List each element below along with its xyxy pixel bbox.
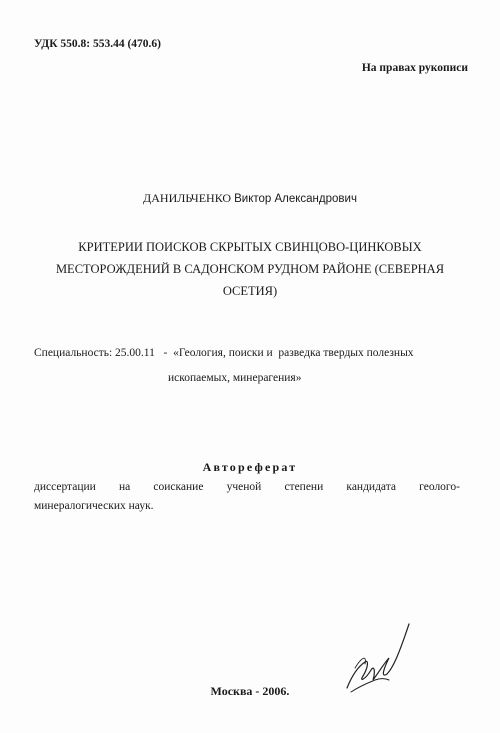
dissertation-word: степени	[284, 481, 324, 493]
udk-code: УДК 550.8: 553.44 (470.6)	[34, 38, 162, 50]
dissertation-word: соискание	[153, 481, 204, 493]
dissertation-line-1	[34, 481, 460, 493]
dissertation-word: на	[118, 481, 131, 493]
thesis-title	[40, 236, 460, 302]
dissertation-word: геолого-	[419, 481, 460, 493]
author-name	[0, 191, 500, 206]
dissertation-word: ученой	[226, 481, 262, 493]
dissertation-word: кандидата	[346, 481, 397, 493]
author-surname: ДАНИЛЬЧЕНКО	[143, 191, 232, 205]
dissertation-line-2: минералогических наук.	[34, 500, 154, 512]
dissertation-word: диссертации	[34, 481, 96, 493]
abstract-label: Автореферат	[202, 460, 298, 474]
title-line-1: КРИТЕРИИ ПОИСКОВ СКРЫТЫХ СВИНЦОВО-ЦИНКОВЫХ	[78, 240, 422, 254]
title-line-3: ОСЕТИЯ)	[222, 284, 278, 298]
specialty-line-1: Специальность: 25.00.11 - «Геология, поиски и разведка твердых полезных	[34, 347, 414, 359]
city-year: Москва - 2006.	[210, 684, 290, 698]
specialty-line-2: ископаемых, минерагения»	[168, 372, 302, 384]
author-given-names: Виктор Александрович	[234, 193, 357, 205]
title-line-2: МЕСТОРОЖДЕНИЙ В САДОНСКОМ РУДНОМ РАЙОНЕ (СЕВЕРНАЯ	[55, 262, 445, 276]
manuscript-rights-note: На правах рукописи	[361, 62, 468, 74]
